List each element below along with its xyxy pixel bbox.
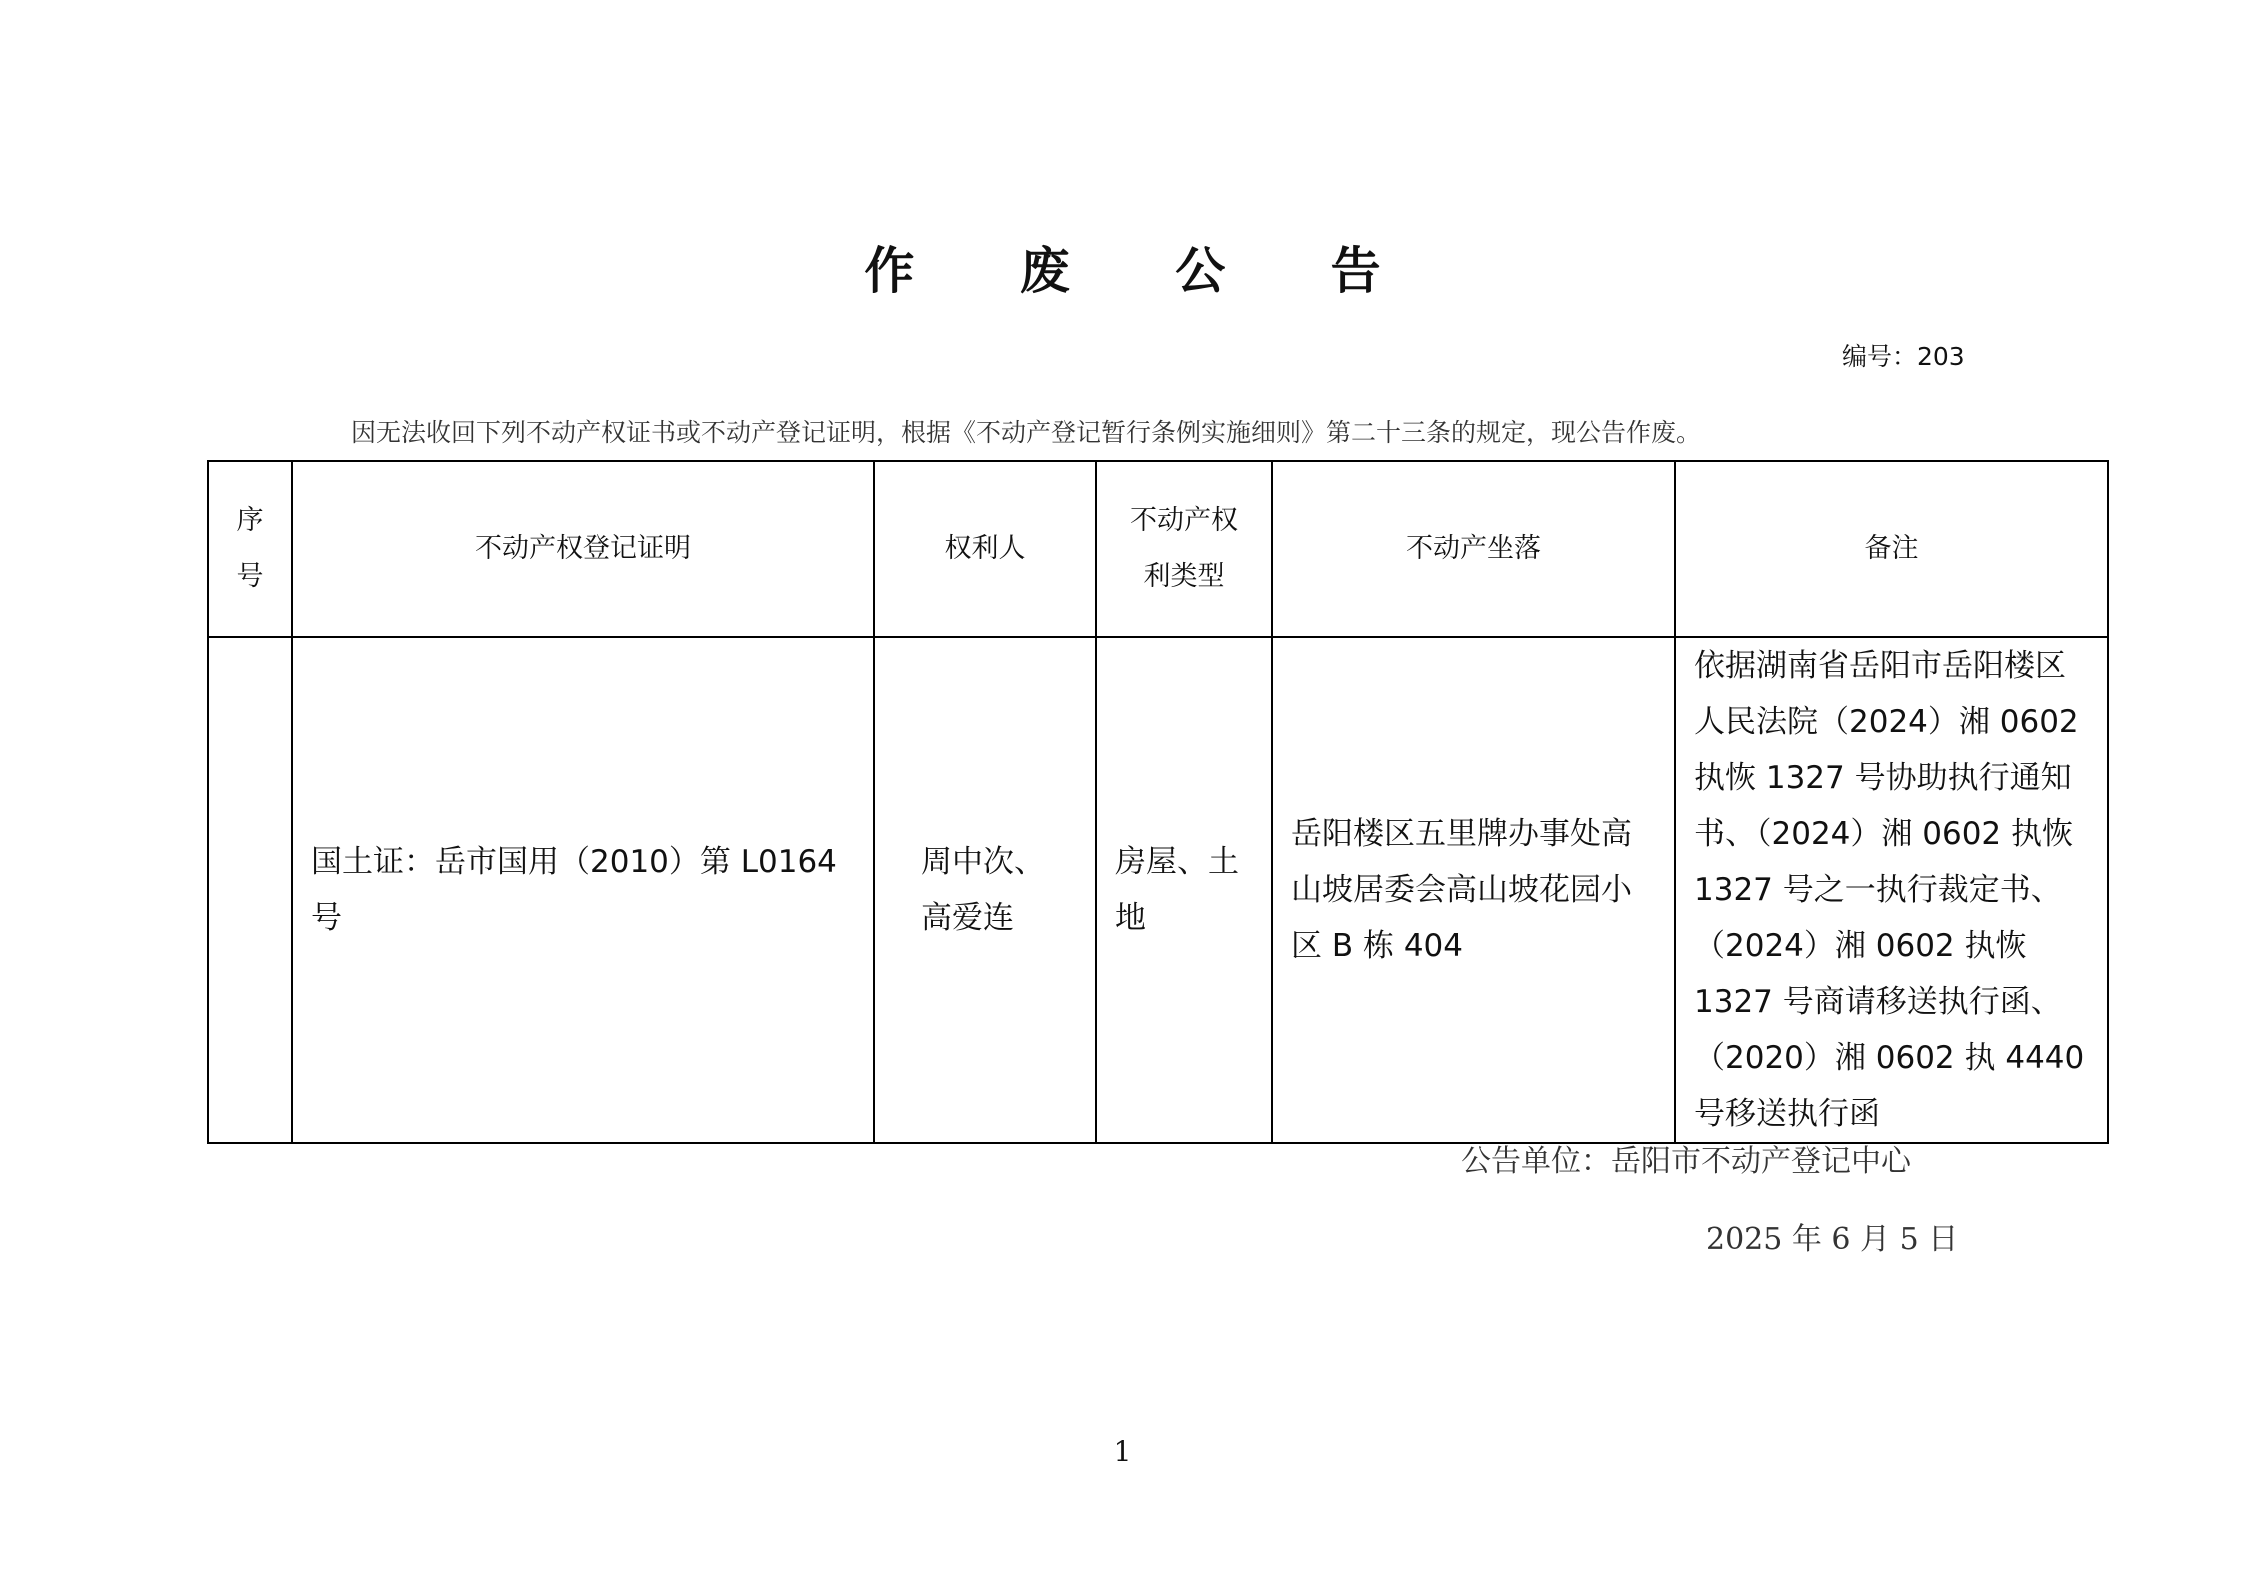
header-remark: 备注: [1675, 461, 2108, 637]
header-seq: 序号: [208, 461, 292, 637]
table-header-row: [208, 461, 2108, 637]
cell-seq: [208, 637, 292, 1143]
cell-owner: 周中次、高爱连: [874, 637, 1096, 1143]
cell-right-type: 房屋、土地: [1096, 637, 1272, 1143]
issue-date: 2025 年 6 月 5 日: [1706, 1222, 1959, 1257]
table-row: [208, 637, 2108, 1143]
document-number: 编号：203: [1842, 342, 1965, 371]
header-certificate: 不动产权登记证明: [292, 461, 874, 637]
page-number: 1: [1113, 1435, 1132, 1468]
intro-text: 因无法收回下列不动产权证书或不动产登记证明，根据《不动产登记暂行条例实施细则》第二十三条的规定，现公告作废。: [351, 418, 1702, 447]
page-title: 作 废 公 告: [864, 242, 1425, 300]
header-right-type: 不动产权利类型: [1096, 461, 1272, 637]
cell-location: 岳阳楼区五里牌办事处高山坡居委会高山坡花园小区 B 栋 404: [1272, 637, 1675, 1143]
records-table: [207, 460, 2109, 1144]
header-owner: 权利人: [874, 461, 1096, 637]
cell-certificate: 国土证：岳市国用（2010）第 L0164 号: [292, 637, 874, 1143]
header-location: 不动产坐落: [1272, 461, 1675, 637]
issuing-unit: 公告单位：岳阳市不动产登记中心: [1461, 1144, 1911, 1179]
cell-remark: 依据湖南省岳阳市岳阳楼区人民法院（2024）湘 0602 执恢 1327 号协助执行通知书、（2024）湘 0602 执恢 1327 号之一执行裁定书、（2024）湘 0602 执恢 1327 号商请移送执行函、（2020）湘 0602 执 4440 号移送执行函: [1675, 637, 2108, 1143]
